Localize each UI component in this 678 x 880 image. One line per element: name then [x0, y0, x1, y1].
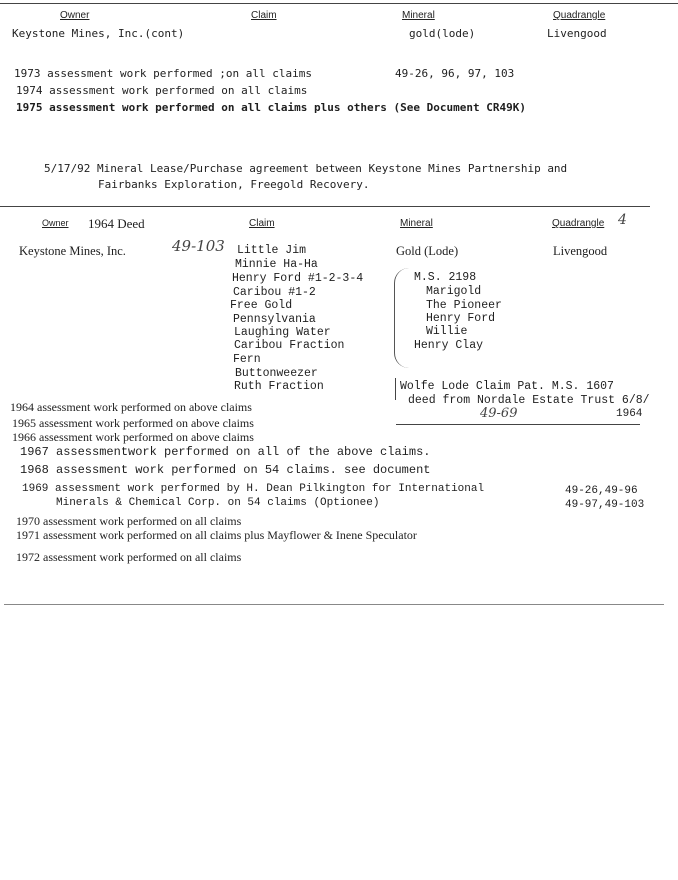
card2-corner-mark: 4: [618, 212, 627, 228]
survey-ms-2198: M.S. 2198: [414, 271, 477, 284]
wolfe-line-2: deed from Nordale Estate Trust 6/8/: [408, 394, 650, 407]
claim-pennsylvania: Pennsylvania: [233, 313, 316, 326]
claim-minnie-ha-ha: Minnie Ha-Ha: [235, 258, 318, 271]
card1-owner: Keystone Mines, Inc.(cont): [12, 27, 185, 40]
survey-marigold: Marigold: [426, 285, 482, 298]
card2-header-owner: Owner: [42, 218, 69, 228]
work-1970: 1970 assessment work performed on all claims: [16, 514, 242, 528]
work-1971: 1971 assessment work performed on all claims plus Mayflower & Inene Speculator: [16, 528, 417, 542]
claim-caribou: Caribou #1-2: [233, 286, 316, 299]
work-1967: 1967 assessmentwork performed on all of the above claims.: [20, 445, 431, 459]
survey-the-pioneer: The Pioneer: [426, 299, 502, 312]
card1-lease-line-1: 5/17/92 Mineral Lease/Purchase agreement between Keystone Mines Partnership and: [44, 162, 568, 175]
work-1969: 1969 assessment work performed by H. Dean Pilkington for International: [22, 483, 485, 495]
card1-quadrangle: Livengood: [547, 27, 607, 40]
wolfe-ref: 49-69: [480, 406, 518, 421]
claim-fern: Fern: [233, 353, 261, 366]
work-1965: 1965 assessment work performed on above claims: [12, 416, 254, 430]
refs-1969-a: 49-26,49-96: [565, 485, 638, 497]
survey-henry-clay: Henry Clay: [414, 339, 484, 352]
card1-work-1973-refs: 49-26, 96, 97, 103: [395, 67, 515, 80]
card2-deed-year: 1964 Deed: [88, 216, 145, 231]
card2-mineral: Gold (Lode): [396, 244, 459, 258]
card1-header-claim: Claim: [251, 10, 277, 21]
survey-henry-ford: Henry Ford: [426, 312, 496, 325]
card1-top-border: [0, 3, 678, 4]
work-1966: 1966 assessment work performed on above claims: [12, 430, 254, 444]
card1-work-1973: 1973 assessment work performed ;on all claims: [14, 67, 313, 80]
work-1964: 1964 assessment work performed on above claims: [10, 400, 252, 414]
card2-handwritten-ref: 49-103: [172, 237, 225, 255]
claim-little-jim: Little Jim: [237, 244, 307, 257]
refs-1969-b: 49-97,49-103: [565, 499, 645, 511]
work-1972: 1972 assessment work performed on all claims: [16, 550, 242, 564]
card1-header-mineral: Mineral: [402, 10, 435, 21]
survey-group-brace: [394, 268, 409, 368]
wolfe-line-1: Wolfe Lode Claim Pat. M.S. 1607: [400, 380, 614, 393]
wolfe-box-bottom: [396, 424, 640, 425]
survey-willie: Willie: [426, 325, 468, 338]
work-1969-cont: Minerals & Chemical Corp. on 54 claims (Optionee): [56, 497, 380, 509]
wolfe-box-left: [395, 378, 396, 400]
work-1968: 1968 assessment work performed on 54 claims. see document: [20, 463, 431, 477]
card2-header-claim: Claim: [249, 218, 275, 229]
claim-henry-ford: Henry Ford #1-2-3-4: [232, 272, 364, 285]
card-divider: [0, 206, 650, 207]
card1-header-quadrangle: Quadrangle: [553, 10, 606, 21]
card1-mineral: gold(lode): [409, 27, 476, 40]
card1-lease-line-2: Fairbanks Exploration, Freegold Recovery.: [98, 178, 370, 191]
card2-bottom-rule: [4, 604, 664, 605]
card1-work-1974: 1974 assessment work performed on all claims: [16, 84, 308, 97]
card1-header-owner: Owner: [60, 10, 90, 21]
wolfe-year: 1964: [616, 408, 643, 420]
card1-work-1975: 1975 assessment work performed on all claims plus others (See Document CR49K): [16, 101, 526, 114]
claim-ruth-fraction: Ruth Fraction: [234, 380, 324, 393]
claim-buttonweezer: Buttonweezer: [235, 367, 318, 380]
claim-laughing-water: Laughing Water: [234, 326, 331, 339]
card2-header-mineral: Mineral: [400, 218, 433, 229]
card2-header-quadrangle: Quadrangle: [552, 218, 605, 229]
card2-owner: Keystone Mines, Inc.: [19, 244, 126, 258]
claim-caribou-fraction: Caribou Fraction: [234, 339, 345, 352]
claim-free-gold: Free Gold: [230, 299, 293, 312]
card2-quadrangle: Livengood: [553, 244, 608, 258]
